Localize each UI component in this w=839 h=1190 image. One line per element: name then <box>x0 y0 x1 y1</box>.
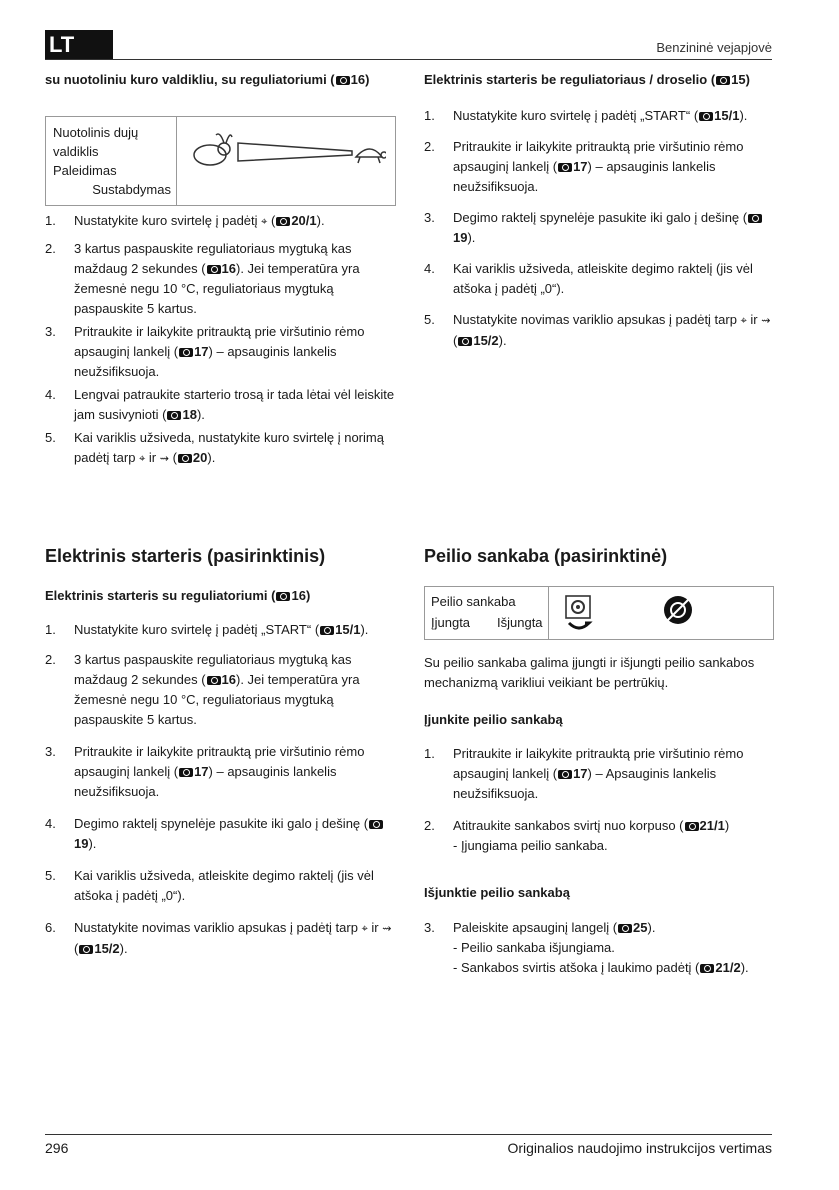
list-item: 5. Nustatykite novimas variklio apsukas į padėtį tarp ⌖ ir ⇝ ( 15/2). <box>424 312 771 348</box>
turtle-icon <box>356 149 386 163</box>
camera-ref-icon <box>276 592 290 601</box>
camera-ref-icon <box>336 76 350 85</box>
right-top-heading: Elektrinis starteris be reguliatoriaus / droselio ( 15) <box>424 72 750 87</box>
turtle-small-icon: ⇝ <box>159 453 169 465</box>
camera-ref-icon <box>276 217 290 226</box>
list-item: 3. Pritraukite ir laikykite pritrauktą prie viršutinio rėmo apsauginį lankelį ( 17) – apsauginis lankelis neužsifiksuoja. <box>45 324 365 379</box>
section-title-blade-clutch: Peilio sankaba (pasirinktinė) <box>424 546 668 566</box>
clutch-table-title: Peilio sankaba <box>431 594 516 609</box>
list-item: 3. Paleiskite apsauginį langelį ( 25). - Peilio sankaba išjungiama. - Sankabos svirtis atšoka į laukimo padėtį ( 21/2). <box>424 920 749 975</box>
camera-ref-icon <box>79 945 93 954</box>
turtle-small-icon: ⇝ <box>382 923 392 935</box>
list-item: 6. Nustatykite novimas variklio apsukas į padėtį tarp ⌖ ir ⇝ ( 15/2). <box>45 920 392 956</box>
rabbit-small-icon: ⌖ <box>361 923 368 935</box>
list-item: 4. Lengvai patraukite starterio trosą ir tada lėtai vėl leiskite jam susivynioti ( 18). <box>45 387 395 422</box>
camera-ref-icon <box>179 348 193 357</box>
header-rule <box>45 59 772 60</box>
left-bottom-steps <box>45 620 397 959</box>
camera-ref-icon <box>320 626 334 635</box>
camera-ref-icon <box>699 112 713 121</box>
clutch-on-steps <box>424 744 774 856</box>
list-item: 4. Kai variklis užsiveda, atleiskite degimo raktelį (jis vėl atšoka į padėtį „0“). <box>424 261 753 296</box>
left-bottom-heading: Elektrinis starteris su reguliatoriumi ( 16) <box>45 588 311 603</box>
header-title: Benzininė vejapjovė <box>656 40 772 55</box>
footer-text: Originalios naudojimo instrukcijos vertimas <box>507 1140 772 1156</box>
list-item: 1. Nustatykite kuro svirtelę į padėtį ⌖ ( 20/1). <box>45 213 325 228</box>
left-top-steps <box>45 211 397 469</box>
list-item: 3. Pritraukite ir laikykite pritrauktą prie viršutinio rėmo apsauginį lankelį ( 17) – apsauginis lankelis neužsifiksuoja. <box>45 744 365 799</box>
clutch-on-heading: Įjunkite peilio sankabą <box>424 712 563 727</box>
list-item: 2. 3 kartus paspauskite reguliatoriaus mygtuką kas maždaug 2 sekundes ( 16). Jei temperatūra yra žemesnė negu 10 °C, reguliatoriaus mygtuką paspauskite 5 kartus. <box>45 241 360 316</box>
camera-ref-icon <box>618 924 632 933</box>
turtle-small-icon: ⇝ <box>761 315 771 327</box>
left-top-heading: su nuotoliniu kuro valdikliu, su reguliatoriumi ( 16) <box>45 72 370 87</box>
section-title-electric-starter: Elektrinis starteris (pasirinktinis) <box>45 546 326 566</box>
language-badge: LT <box>45 30 113 60</box>
rabbit-small-icon: ⌖ <box>139 453 146 465</box>
camera-ref-icon <box>178 454 192 463</box>
clutch-table <box>424 586 774 640</box>
list-item: 1. Pritraukite ir laikykite pritrauktą prie viršutinio rėmo apsauginį lankelį ( 17) – Apsauginis lankelis neužsifiksuoja. <box>424 746 744 801</box>
list-item: 5. Kai variklis užsiveda, atleiskite degimo raktelį (jis vėl atšoka į padėtį „0“). <box>45 868 374 903</box>
clutch-off-heading: Išjunktie peilio sankabą <box>424 885 570 900</box>
clutch-engaged-icon <box>563 593 595 633</box>
clutch-off-steps <box>424 918 774 978</box>
speed-scale-graphic <box>186 127 386 171</box>
turtle-small-icon: ⌖ <box>261 216 268 228</box>
camera-ref-icon <box>700 964 714 973</box>
page-number: 296 <box>45 1140 69 1156</box>
rabbit-icon <box>194 134 232 165</box>
right-top-steps <box>424 106 774 351</box>
camera-ref-icon <box>558 163 572 172</box>
list-item: 5. Kai variklis užsiveda, nustatykite kuro svirtelę į norimą padėtį tarp ⌖ ir ⇝ ( 20). <box>45 430 384 465</box>
clutch-off-label: Išjungta <box>497 615 543 630</box>
camera-ref-icon <box>167 411 181 420</box>
list-item: 3. Degimo raktelį spynelėje pasukite iki galo į dešinę (19). <box>424 208 774 248</box>
camera-ref-icon <box>748 214 762 223</box>
clutch-on-label: Įjungta <box>431 615 471 630</box>
list-item: 4. Degimo raktelį spynelėje pasukite iki galo į dešinę (19). <box>45 814 397 854</box>
table-row-throttle: Nuotolinis dujų valdiklis <box>53 125 139 159</box>
table-row-stop: Sustabdymas <box>92 182 171 197</box>
throttle-table <box>45 116 396 206</box>
rabbit-small-icon: ⌖ <box>740 315 747 327</box>
list-item: 2. 3 kartus paspauskite reguliatoriaus mygtuką kas maždaug 2 sekundes ( 16). Jei temperatūra yra žemesnė negu 10 °C, reguliatoriaus mygtuką paspauskite 5 kartus. <box>45 652 360 727</box>
list-item: 2. Pritraukite ir laikykite pritrauktą prie viršutinio rėmo apsauginį lankelį ( 17) – apsauginis lankelis neužsifiksuoja. <box>424 139 744 194</box>
camera-ref-icon <box>369 820 383 829</box>
camera-ref-icon <box>179 768 193 777</box>
camera-ref-icon <box>558 770 572 779</box>
camera-ref-icon <box>207 265 221 274</box>
footer-rule <box>45 1134 772 1135</box>
camera-ref-icon <box>685 822 699 831</box>
speed-wedge <box>238 143 352 161</box>
list-item: 1. Nustatykite kuro svirtelę į padėtį „START“ ( 15/1). <box>424 108 748 123</box>
camera-ref-icon <box>716 76 730 85</box>
camera-ref-icon <box>458 337 472 346</box>
list-item: 1. Nustatykite kuro svirtelę į padėtį „START“ ( 15/1). <box>45 622 369 637</box>
clutch-intro: Su peilio sankaba galima įjungti ir išjungti peilio sankabos mechanizmą varikliui veikiant be pertrūkių. <box>424 655 755 690</box>
clutch-disengaged-icon <box>661 593 695 627</box>
camera-ref-icon <box>207 676 221 685</box>
table-row-start: Paleidimas <box>53 163 117 178</box>
list-item: 2. Atitraukite sankabos svirtį nuo korpuso ( 21/1) - Įjungiama peilio sankaba. <box>424 818 730 853</box>
